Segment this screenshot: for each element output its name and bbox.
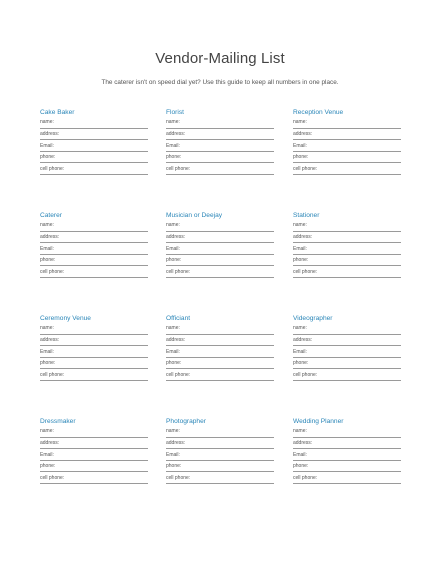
field-label: name: <box>40 222 54 229</box>
form-field-line[interactable] <box>40 461 148 473</box>
form-field-line[interactable] <box>166 266 274 278</box>
field-label: name: <box>166 428 180 435</box>
field-label: phone: <box>40 154 56 161</box>
form-field-line[interactable] <box>293 369 401 381</box>
vendor-block <box>166 108 274 175</box>
page-title: Vendor-Mailing List <box>155 50 285 67</box>
form-field-line[interactable] <box>293 220 401 232</box>
form-field-line[interactable] <box>40 232 148 244</box>
field-label: name: <box>40 428 54 435</box>
vendor-block <box>293 108 401 175</box>
form-field-line[interactable] <box>166 220 274 232</box>
field-label: cell phone: <box>166 165 191 172</box>
form-field-line[interactable] <box>293 335 401 347</box>
field-label: Email: <box>166 245 180 252</box>
vendor-block <box>166 314 274 381</box>
field-label: Email: <box>40 451 54 458</box>
vendor-block <box>293 314 401 381</box>
field-label: phone: <box>293 360 309 367</box>
form-field-line[interactable] <box>166 472 274 484</box>
vendor-heading: Ceremony Venue <box>40 315 91 322</box>
field-label: phone: <box>293 257 309 264</box>
form-field-line[interactable] <box>40 163 148 175</box>
form-field-line[interactable] <box>40 472 148 484</box>
field-label: address: <box>293 131 313 137</box>
form-field-line[interactable] <box>40 255 148 267</box>
form-field-line[interactable] <box>293 243 401 255</box>
vendor-block <box>293 417 401 484</box>
form-field-line[interactable] <box>40 426 148 438</box>
form-field-line[interactable] <box>293 358 401 370</box>
form-field-line[interactable] <box>293 472 401 484</box>
form-field-line[interactable] <box>293 449 401 461</box>
form-field-line[interactable] <box>40 220 148 232</box>
vendor-heading: Officiant <box>166 315 191 322</box>
field-label: address: <box>166 440 186 446</box>
field-label: name: <box>40 325 54 332</box>
field-label: cell phone: <box>40 268 65 275</box>
vendor-block <box>293 211 401 278</box>
field-label: phone: <box>166 257 182 264</box>
vendor-heading: Photographer <box>166 418 206 425</box>
field-label: phone: <box>293 463 309 470</box>
form-field-line[interactable] <box>166 140 274 152</box>
field-label: name: <box>293 222 307 229</box>
form-field-line[interactable] <box>166 152 274 164</box>
field-label: Email: <box>293 142 307 149</box>
form-field-line[interactable] <box>40 358 148 370</box>
field-label: Email: <box>40 348 54 355</box>
form-field-line[interactable] <box>166 323 274 335</box>
form-field-line[interactable] <box>166 129 274 141</box>
form-field-line[interactable] <box>166 163 274 175</box>
form-field-line[interactable] <box>166 232 274 244</box>
field-label: cell phone: <box>166 474 191 481</box>
form-field-line[interactable] <box>166 255 274 267</box>
field-label: name: <box>166 325 180 332</box>
field-label: Email: <box>40 142 54 149</box>
field-label: phone: <box>40 463 56 470</box>
vendor-heading: Cake Baker <box>40 109 75 116</box>
field-label: address: <box>166 131 186 137</box>
form-field-line[interactable] <box>40 243 148 255</box>
form-field-line[interactable] <box>40 438 148 450</box>
field-label: phone: <box>166 154 182 161</box>
form-field-line[interactable] <box>40 449 148 461</box>
form-field-line[interactable] <box>166 346 274 358</box>
field-label: phone: <box>166 360 182 367</box>
field-label: cell phone: <box>293 268 318 275</box>
field-label: name: <box>166 119 180 126</box>
form-field-line[interactable] <box>293 140 401 152</box>
vendor-block <box>40 211 148 278</box>
form-field-line[interactable] <box>166 369 274 381</box>
form-field-line[interactable] <box>40 346 148 358</box>
vendor-block <box>166 211 274 278</box>
form-field-line[interactable] <box>293 129 401 141</box>
form-field-line[interactable] <box>293 426 401 438</box>
field-label: cell phone: <box>40 165 65 172</box>
form-field-line[interactable] <box>166 461 274 473</box>
field-label: name: <box>293 325 307 332</box>
vendor-heading: Musician or Deejay <box>166 212 223 219</box>
form-field-line[interactable] <box>293 163 401 175</box>
field-label: Email: <box>293 451 307 458</box>
field-label: phone: <box>166 463 182 470</box>
form-field-line[interactable] <box>40 369 148 381</box>
form-field-line[interactable] <box>293 255 401 267</box>
field-label: cell phone: <box>293 165 318 172</box>
vendor-heading: Wedding Planner <box>293 418 344 425</box>
form-field-line[interactable] <box>40 323 148 335</box>
form-field-line[interactable] <box>293 461 401 473</box>
form-field-line[interactable] <box>166 449 274 461</box>
form-field-line[interactable] <box>40 129 148 141</box>
field-label: Email: <box>40 245 54 252</box>
vendor-block <box>40 108 148 175</box>
form-field-line[interactable] <box>166 243 274 255</box>
form-field-line[interactable] <box>293 117 401 129</box>
form-field-line[interactable] <box>293 323 401 335</box>
field-label: address: <box>166 337 186 343</box>
vendor-heading: Dressmaker <box>40 418 76 425</box>
form-field-line[interactable] <box>40 152 148 164</box>
vendor-heading: Florist <box>166 109 184 116</box>
form-field-line[interactable] <box>40 335 148 347</box>
field-label: cell phone: <box>166 268 191 275</box>
form-field-line[interactable] <box>293 232 401 244</box>
field-label: address: <box>40 337 60 343</box>
field-label: Email: <box>293 245 307 252</box>
field-label: address: <box>40 234 60 240</box>
vendor-heading: Caterer <box>40 212 62 219</box>
form-field-line[interactable] <box>293 438 401 450</box>
field-label: Email: <box>166 142 180 149</box>
vendor-block <box>166 417 274 484</box>
field-label: Email: <box>166 451 180 458</box>
field-label: name: <box>293 428 307 435</box>
field-label: cell phone: <box>40 371 65 378</box>
field-label: Email: <box>293 348 307 355</box>
form-field-line[interactable] <box>293 152 401 164</box>
form-field-line[interactable] <box>293 346 401 358</box>
field-label: name: <box>40 119 54 126</box>
form-field-line[interactable] <box>40 140 148 152</box>
field-label: name: <box>293 119 307 126</box>
vendor-heading: Stationer <box>293 212 320 219</box>
field-label: phone: <box>40 360 56 367</box>
form-field-line[interactable] <box>40 266 148 278</box>
field-label: address: <box>40 131 60 137</box>
field-label: Email: <box>166 348 180 355</box>
field-label: name: <box>166 222 180 229</box>
form-field-line[interactable] <box>166 358 274 370</box>
form-field-line[interactable] <box>166 426 274 438</box>
form-field-line[interactable] <box>166 438 274 450</box>
field-label: phone: <box>40 257 56 264</box>
field-label: address: <box>293 234 313 240</box>
form-field-line[interactable] <box>166 335 274 347</box>
field-label: address: <box>293 440 313 446</box>
field-label: address: <box>293 337 313 343</box>
vendor-block <box>40 417 148 484</box>
field-label: cell phone: <box>166 371 191 378</box>
vendor-heading: Reception Venue <box>293 109 344 116</box>
page-subtitle: The caterer isn't on speed dial yet? Use this guide to keep all numbers in one place. <box>101 79 339 86</box>
field-label: cell phone: <box>293 371 318 378</box>
form-field-line[interactable] <box>166 117 274 129</box>
vendor-block <box>40 314 148 381</box>
form-field-line[interactable] <box>40 117 148 129</box>
field-label: cell phone: <box>293 474 318 481</box>
field-label: address: <box>40 440 60 446</box>
field-label: cell phone: <box>40 474 65 481</box>
field-label: address: <box>166 234 186 240</box>
form-field-line[interactable] <box>293 266 401 278</box>
vendor-heading: Videographer <box>293 315 333 322</box>
field-label: phone: <box>293 154 309 161</box>
